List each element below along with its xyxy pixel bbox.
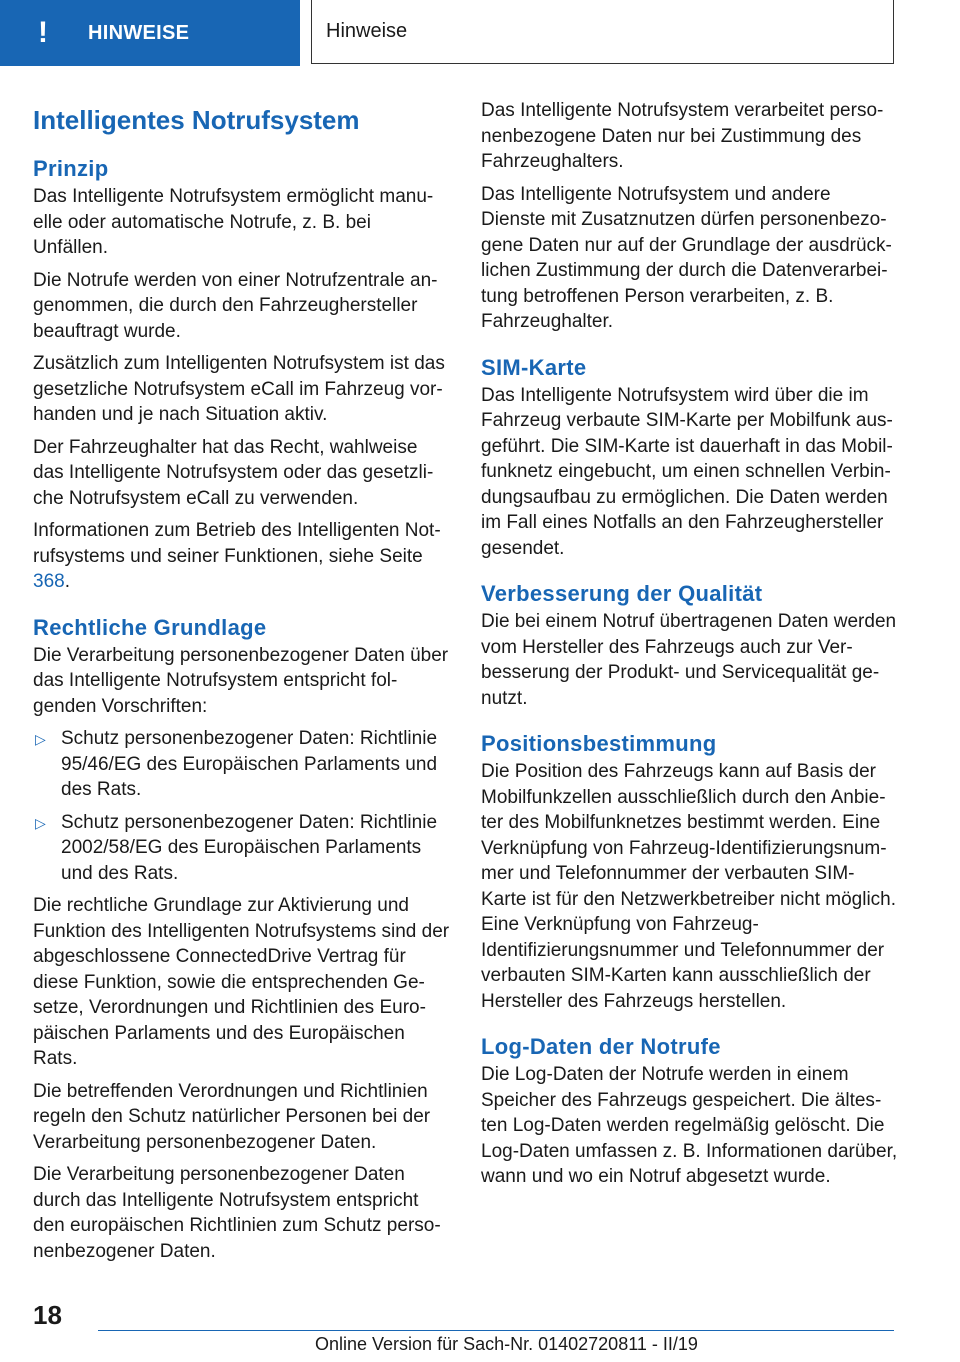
- triangle-bullet-icon: ▷: [35, 731, 46, 747]
- online-version-note: Online Version für Sach-Nr. 01402720811 - II/19: [315, 1334, 698, 1354]
- paragraph-text: Informationen zum Betrieb des Intelligenten Notrufsystems und seiner Funktionen, siehe Seite: [33, 520, 441, 567]
- heading-positionsbestimmung: Positionsbestimmung: [481, 731, 717, 756]
- paragraph: Das Intelligente Notrufsystem verarbeitet personenbezogene Daten nur bei Zustimmung des Fahrzeughalters.: [481, 100, 884, 172]
- heading-sim-karte: SIM-Karte: [481, 354, 587, 380]
- footer-divider: [98, 1330, 894, 1331]
- triangle-bullet-icon: ▷: [35, 814, 46, 831]
- paragraph: Die Verarbeitung personenbezogener Daten durch das Intelligente Notrufsystem entspricht den europäischen Richtlinien zum Schutz personenbezogener Daten.: [33, 1164, 441, 1262]
- header-section-box: [311, 0, 894, 64]
- paragraph: Das Intelligente Notrufsystem und andere Dienste mit Zusatznutzen dürfen personenbezogene Daten nur auf der Grundlage der ausdrücklichen Zustimmung der durch die Datenverarbeitung betroffenen Person verarbeiten, z. B. Fahrzeughalter.: [481, 183, 892, 332]
- heading-prinzip: Prinzip: [33, 156, 109, 181]
- exclamation-icon: !: [38, 16, 48, 49]
- paragraph: Die rechtliche Grundlage zur Aktivierung und Funktion des Intelligenten Notrufsystems sind der abgeschlossene ConnectedDrive Vertrag für diese Funktion, sowie die entsprechenden Gesetze, Verordnungen und Richtlinien des Europäischen Parlaments und des Europäischen Rats.: [33, 895, 450, 1069]
- header-chapter-tab[interactable]: [0, 0, 300, 66]
- left-column: [33, 98, 451, 1271]
- paragraph: Das Intelligente Notrufsystem ermöglicht manuelle oder automatische Notrufe, z. B. bei Unfällen.: [33, 186, 434, 258]
- paragraph-text: .: [64, 571, 70, 592]
- list-item: [33, 810, 451, 887]
- list-item-text: Schutz personenbezogener Daten: Richtlinie 2002/58/EG des Europäischen Parlaments und des Rats.: [61, 811, 438, 884]
- list-item-text: Schutz personenbezogener Daten: Richtlinie 95/46/EG des Europäischen Parlaments und des Rats.: [61, 728, 438, 800]
- paragraph: Zusätzlich zum Intelligenten Notrufsystem ist das gesetzliche Notrufsystem eCall im Fahrzeug vorhanden und je nach Situation aktiv.: [33, 353, 445, 425]
- heading-rechtliche-grundlage: Rechtliche Grundlage: [33, 614, 267, 640]
- paragraph: Die betreffenden Verordnungen und Richtlinien regeln den Schutz natürlicher Personen bei der Verarbeitung personenbezogener Daten.: [33, 1080, 431, 1153]
- heading-log-daten: Log-Daten der Notrufe: [481, 1034, 721, 1059]
- page-number: 18: [33, 1300, 62, 1330]
- page-title: Intelligentes Notrufsystem: [33, 105, 360, 135]
- paragraph: Die Log-Daten der Notrufe werden in einem Speicher des Fahrzeugs gespeichert. Die ältesten Log-Daten werden regelmäßig gelöscht. Die Log-Daten umfassen z. B. Informationen darüber, wann und wo ein Notruf abgesetzt wurde.: [481, 1064, 898, 1187]
- paragraph: Die Verarbeitung personenbezogener Daten über das Intelligente Notrufsystem entspricht folgenden Vorschriften:: [33, 644, 449, 717]
- right-column: [481, 98, 899, 1197]
- bullet-list: [33, 726, 451, 886]
- section-label: Hinweise: [326, 20, 408, 42]
- list-item: [33, 726, 451, 803]
- paragraph: Die Position des Fahrzeugs kann auf Basis der Mobilfunkzellen ausschließlich durch den Anbieter des Mobilfunknetzes bestimmt werden. Eine Verknüpfung von Fahrzeug-Identifizierungsnummer und Telefonnummer der verbauten SIM-Karte ist für den Netzwerkbetreiber nicht möglich. Eine Verknüpfung von Fahrzeug-Identifizierungsnummer und Telefonnummer der verbauten SIM-Karten kann ausschließlich der Hersteller des Fahrzeugs herstellen.: [481, 761, 897, 1012]
- paragraph: Das Intelligente Notrufsystem wird über die im Fahrzeug verbaute SIM-Karte per Mobilfunk ausgeführt. Die SIM-Karte ist dauerhaft in das Mobilfunknetz eingebucht, um einen schnellen Verbindungsaufbau zu ermöglichen. Die Daten werden im Fall eines Notfalls an den Fahrzeughersteller gesendet.: [481, 384, 893, 559]
- heading-verbesserung-qualitaet: Verbesserung der Qualität: [481, 581, 763, 606]
- paragraph: [33, 518, 451, 595]
- page-link-368[interactable]: 368: [33, 571, 65, 592]
- paragraph: Die Notrufe werden von einer Notrufzentrale angenommen, die durch den Fahrzeughersteller beauftragt wurde.: [33, 269, 438, 342]
- paragraph: Der Fahrzeughalter hat das Recht, wahlweise das Intelligente Notrufsystem oder das gesetzliche Notrufsystem eCall zu verwenden.: [33, 436, 434, 509]
- paragraph: Die bei einem Notruf übertragenen Daten werden vom Hersteller des Fahrzeugs auch zur Verbesserung der Produkt- und Servicequalität genutzt.: [481, 611, 897, 709]
- chapter-label: HINWEISE: [88, 21, 190, 44]
